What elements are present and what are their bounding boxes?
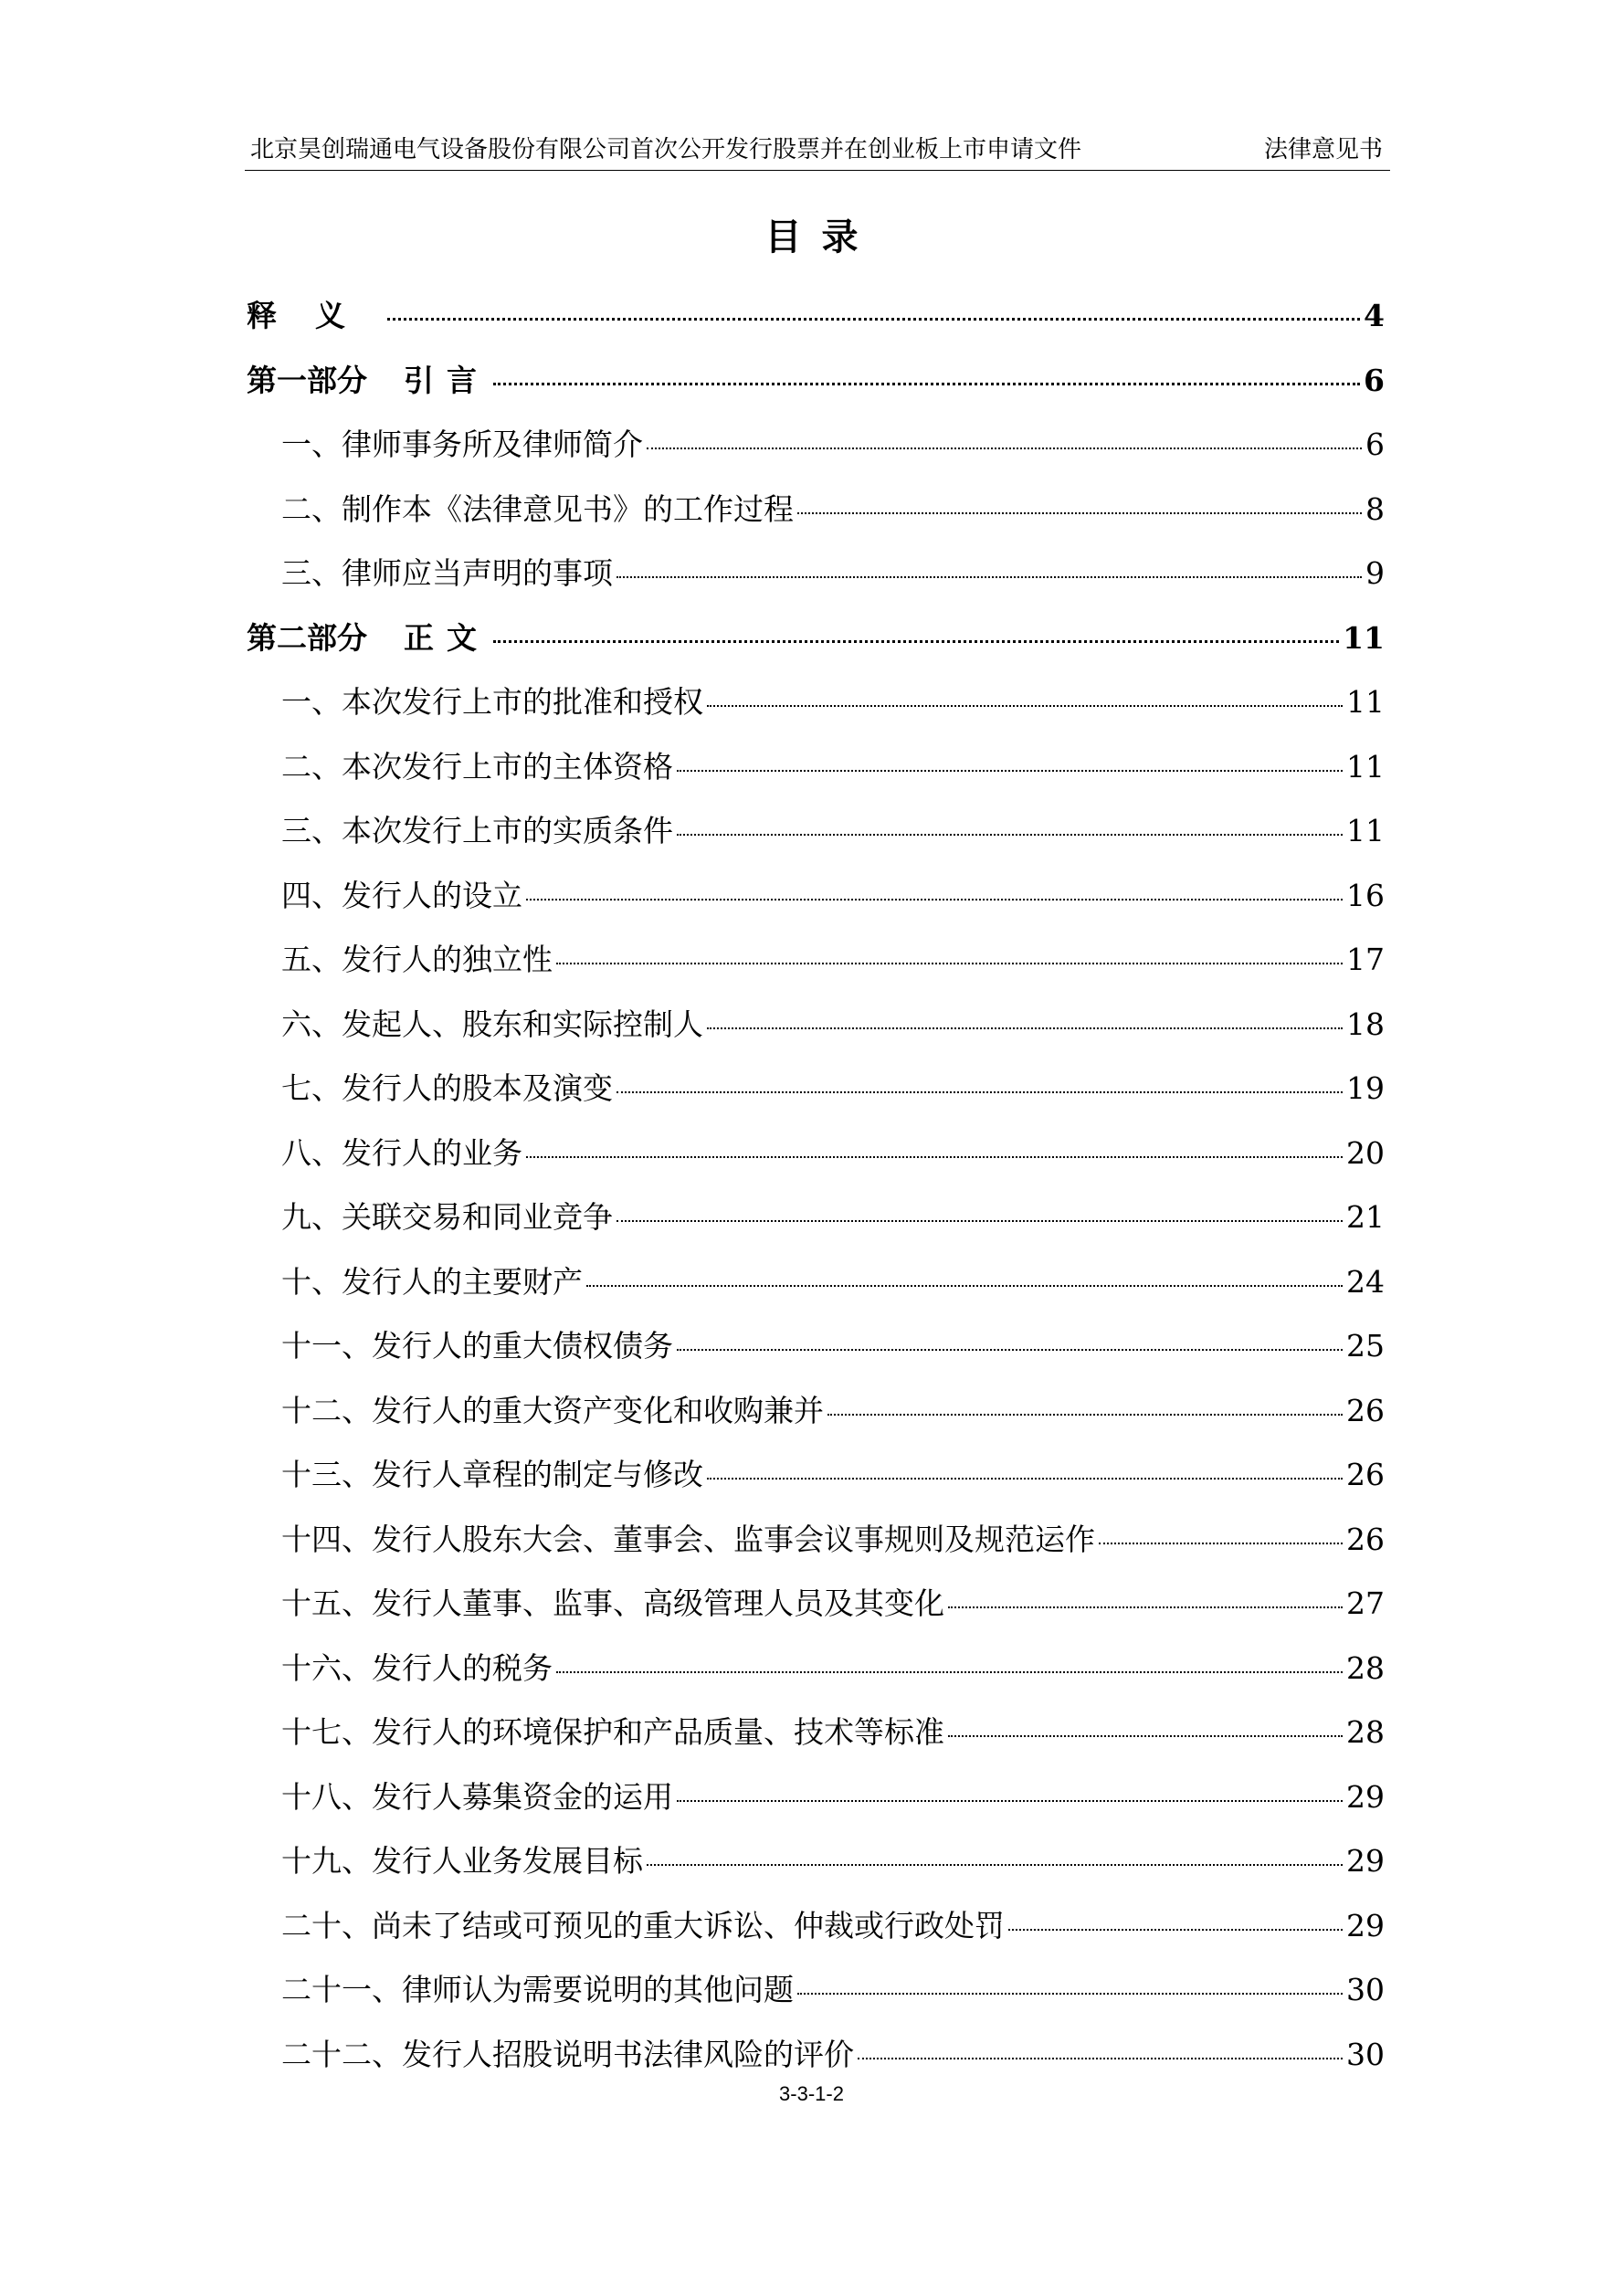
toc-entry-label: 十六、发行人的税务 [281,1649,553,1686]
toc-page-number: 11 [1346,748,1385,785]
toc-page-number: 6 [1364,362,1385,398]
toc-page-number: 8 [1365,490,1385,527]
toc-entry [247,1449,1385,1514]
toc-entry-label: 七、发行人的股本及演变 [281,1070,613,1106]
toc-leader-dots [493,640,1339,643]
toc-page-number: 18 [1346,1006,1385,1042]
toc-leader-dots [677,1800,1343,1802]
toc-page-number: 4 [1364,298,1385,333]
toc-entry-label: 二、本次发行上市的主体资格 [281,748,673,785]
table-of-contents [247,290,1385,2093]
toc-entry-label: 十五、发行人董事、监事、高级管理人员及其变化 [281,1585,944,1621]
toc-leader-dots [493,383,1360,385]
toc-page-number: 28 [1346,1714,1385,1750]
toc-page-number: 30 [1346,1972,1385,2007]
toc-page-number: 30 [1346,2036,1385,2072]
toc-leader-dots [586,1285,1343,1287]
toc-entry-label: 三、律师应当声明的事项 [281,555,613,591]
toc-entry [247,1385,1385,1450]
toc-leader-dots [827,1414,1343,1416]
toc-page-number: 27 [1346,1585,1385,1621]
toc-entry-label: 二、制作本《法律意见书》的工作过程 [281,490,794,527]
toc-entry-label: 一、本次发行上市的批准和授权 [281,684,703,720]
toc-leader-dots [677,770,1343,772]
toc-entry [247,1643,1385,1708]
toc-entry-label: 十四、发行人股东大会、董事会、监事会议事规则及规范运作 [281,1521,1095,1557]
toc-entry [247,290,1385,355]
toc-page-number: 25 [1346,1328,1385,1364]
toc-page-number: 26 [1346,1457,1385,1492]
toc-page-number: 29 [1346,1778,1385,1815]
toc-entry [247,870,1385,935]
toc-entry [247,548,1385,613]
toc-entry-label: 五、发行人的独立性 [281,942,553,977]
running-header [245,130,1390,170]
toc-entry [247,484,1385,549]
toc-leader-dots [1008,1929,1343,1931]
toc-entry-label [247,613,490,664]
toc-entry [247,677,1385,742]
page-number: 3-3-1-2 [779,2082,844,2105]
toc-page-number: 11 [1346,684,1385,720]
toc-entry [247,806,1385,870]
toc-part-title: 正文 [404,619,490,656]
toc-entry [247,1772,1385,1837]
toc-entry [247,1321,1385,1385]
toc-part-number: 第一部分 [247,362,367,398]
toc-leader-dots [556,963,1343,964]
toc-entry [247,934,1385,999]
toc-leader-dots [707,1478,1343,1480]
toc-leader-dots [707,705,1343,707]
toc-leader-dots [707,1027,1343,1029]
toc-entry-label: 二十二、发行人招股说明书法律风险的评价 [281,2036,854,2072]
toc-entry-label [247,355,490,406]
toc-entry-label: 十七、发行人的环境保护和产品质量、技术等标准 [281,1714,944,1750]
toc-leader-dots [526,899,1343,900]
toc-entry-label: 一、律师事务所及律师简介 [281,427,643,462]
toc-entry-label: 三、本次发行上市的实质条件 [281,813,673,848]
toc-page-number: 29 [1346,1907,1385,1943]
toc-entry-label: 十一、发行人的重大债权债务 [281,1328,673,1364]
toc-leader-dots [617,1091,1343,1093]
toc-leader-dots [858,2058,1343,2059]
toc-entry-label: 十九、发行人业务发展目标 [281,1843,643,1879]
toc-page-number: 17 [1346,942,1385,977]
toc-leader-dots [797,1993,1343,1995]
toc-page-number: 26 [1346,1392,1385,1428]
toc-entry [247,1964,1385,2029]
toc-leader-dots [948,1735,1343,1737]
toc-entry [247,1514,1385,1579]
toc-entry-label: 十、发行人的主要财产 [281,1263,583,1300]
toc-leader-dots [617,1220,1343,1222]
toc-entry [247,999,1385,1064]
toc-leader-dots [556,1671,1343,1673]
toc-part-title: 引言 [404,362,490,398]
toc-entry [247,1707,1385,1772]
toc-part-number: 第二部分 [247,619,367,656]
toc-entry [247,1192,1385,1257]
toc-entry [247,355,1385,420]
toc-page-number: 11 [1346,813,1385,848]
toc-leader-dots [647,448,1362,449]
toc-page-number: 6 [1365,427,1385,462]
toc-page-number: 16 [1346,877,1385,913]
toc-leader-dots [948,1606,1343,1608]
toc-leader-dots [526,1156,1343,1158]
toc-entry-label: 二十一、律师认为需要说明的其他问题 [281,1972,794,2007]
toc-leader-dots [677,834,1343,836]
toc-leader-dots [647,1864,1343,1866]
toc-page-number: 19 [1346,1070,1385,1106]
toc-entry-label: 八、发行人的业务 [281,1134,522,1171]
toc-entry [247,613,1385,678]
page-title: 目录 [764,216,879,258]
toc-entry [247,1257,1385,1322]
toc-entry [247,1578,1385,1643]
toc-entry [247,1836,1385,1901]
toc-entry-label: 四、发行人的设立 [281,877,522,913]
toc-page-number: 26 [1346,1521,1385,1557]
toc-entry [247,742,1385,806]
header-divider [245,170,1390,171]
toc-page-number: 21 [1346,1199,1385,1235]
toc-entry-label: 十三、发行人章程的制定与修改 [281,1457,703,1492]
toc-entry [247,1128,1385,1193]
toc-entry [247,1063,1385,1128]
toc-entry-label: 二十、尚未了结或可预见的重大诉讼、仲裁或行政处罚 [281,1907,1005,1943]
toc-page-number: 9 [1365,555,1385,591]
toc-entry-label: 九、关联交易和同业竞争 [281,1199,613,1235]
header-document-title: 北京昊创瑞通电气设备股份有限公司首次公开发行股票并在创业板上市申请文件 [250,136,1082,163]
toc-leader-dots [387,318,1360,321]
toc-page-number: 11 [1343,619,1385,656]
toc-entry-label: 释义 [247,298,384,333]
toc-page-number: 28 [1346,1649,1385,1686]
toc-entry-label: 六、发起人、股东和实际控制人 [281,1006,703,1042]
header-document-type: 法律意见书 [1263,136,1383,163]
toc-leader-dots [1099,1543,1343,1544]
toc-entry-label: 十八、发行人募集资金的运用 [281,1778,673,1815]
toc-page-number: 20 [1346,1134,1385,1171]
toc-entry [247,419,1385,484]
toc-leader-dots [617,576,1362,578]
toc-leader-dots [797,512,1362,514]
toc-page-number: 24 [1346,1263,1385,1300]
toc-entry [247,1901,1385,1965]
toc-leader-dots [677,1349,1343,1351]
toc-entry-label: 十二、发行人的重大资产变化和收购兼并 [281,1392,824,1428]
toc-page-number: 29 [1346,1843,1385,1879]
